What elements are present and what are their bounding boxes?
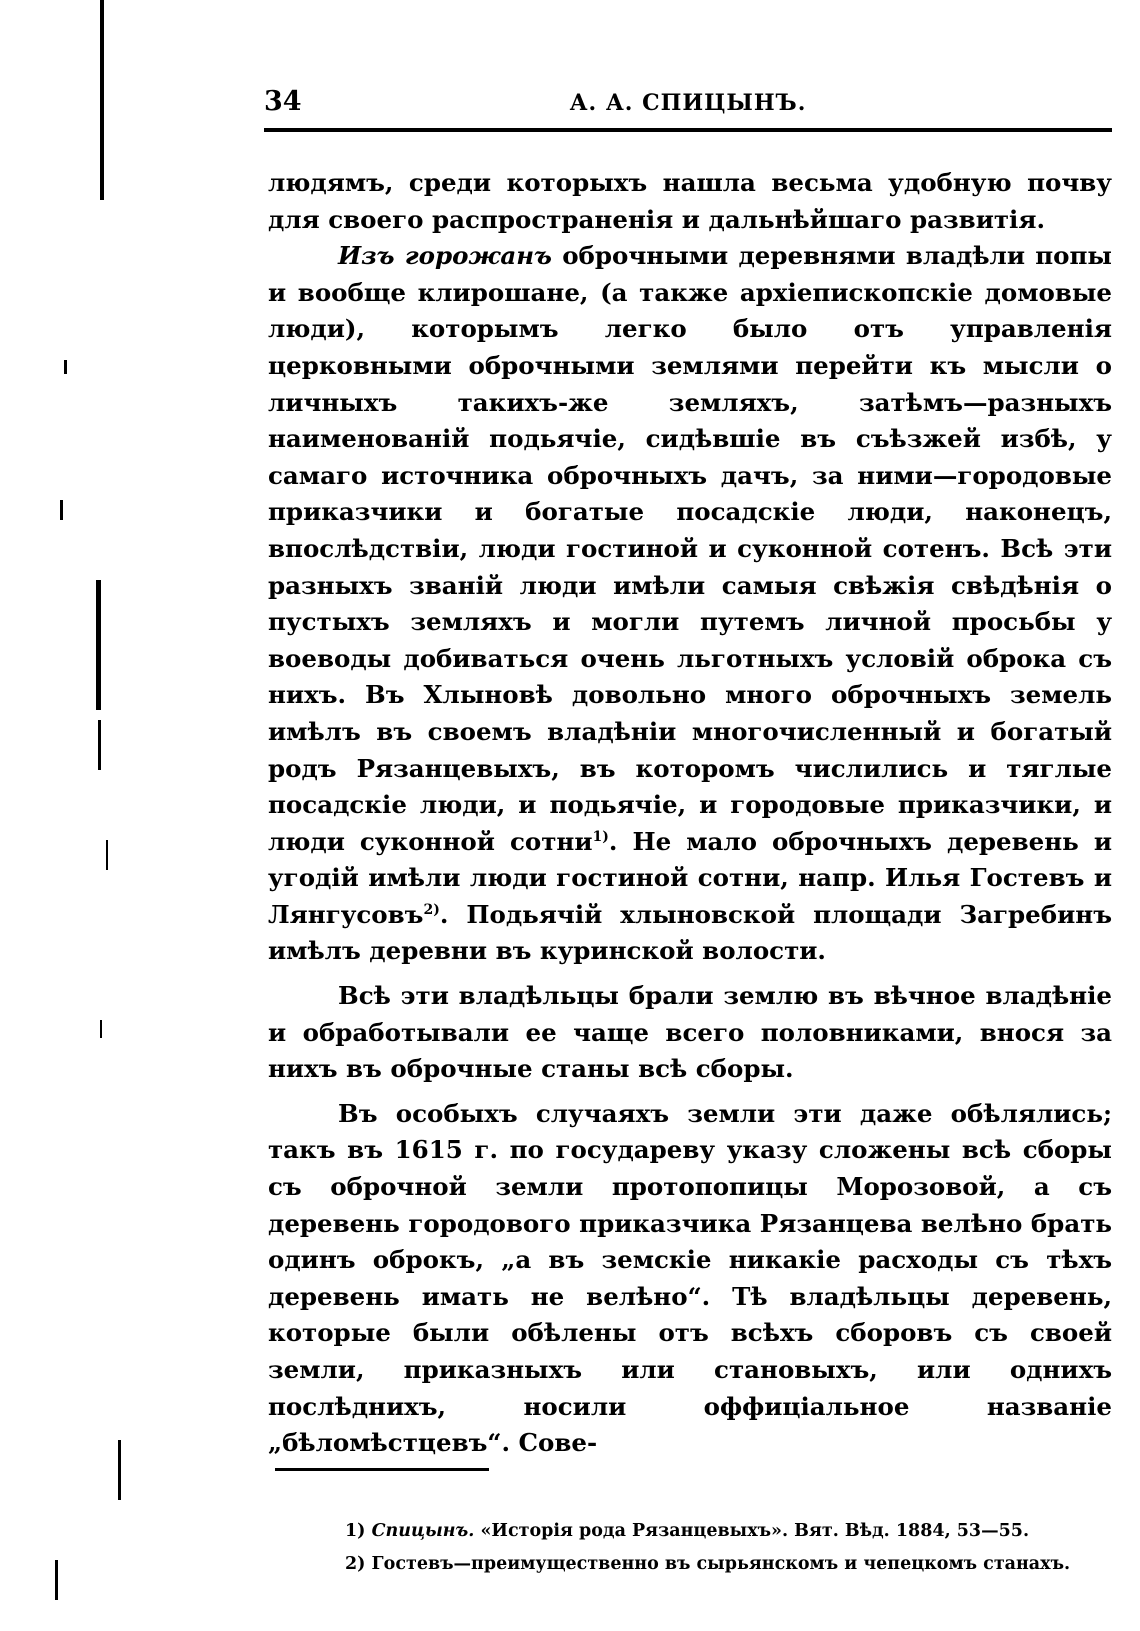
footnote-1-author: Спицынъ. [371, 1521, 475, 1541]
footnote-1 [345, 1515, 1115, 1548]
paragraph-3 [268, 978, 1112, 1088]
page-header [264, 84, 1112, 126]
scan-mark [98, 720, 101, 770]
footnote-2-text: Гостевъ—преимущественно въ сырьянскомъ и чепецкомъ станахъ. [365, 1554, 1071, 1574]
scan-mark [60, 500, 63, 520]
paragraph-2-text: оброчными деревнями владѣли попы и вообще клирошане, (а также архіепископскіе домовые люди), которымъ легко было отъ управленія церковными оброчными землями перейти къ мысли о личныхъ такихъ-же земляхъ, затѣмъ—разныхъ наименованій подьячіе, сидѣвшіе въ съѣзжей избѣ, у самаго источника оброчныхъ дачъ, за ними—городовые приказчики и богатые посадскіе люди, наконецъ, впослѣдствіи, люди гостиной и суконной сотенъ. Всѣ эти разныхъ званій люди имѣли самыя свѣжія свѣдѣнія о пустыхъ земляхъ и могли путемъ личной просьбы у воеводы добиваться очень льготныхъ условій оброка съ нихъ. Въ Хлыновѣ довольно много оброчныхъ земель имѣлъ въ своемъ владѣніи многочисленный и богатый родъ Рязанцевыхъ, въ которомъ числились и тяглые посадскіе люди, и подьячіе, и городовые приказчики, и люди суконной сотни [268, 241, 1112, 856]
paragraph-2-lead: Изъ горожанъ [338, 241, 552, 271]
scan-mark [64, 360, 67, 374]
page-number: 34 [264, 86, 302, 117]
paragraph-1 [268, 165, 1112, 238]
paragraph-1-text: людямъ, среди которыхъ нашла весьма удобную почву для своего распространенія и дальнѣйшаго развитія. [268, 168, 1112, 234]
footnote-2-marker: 2) [345, 1554, 366, 1574]
footnote-1-marker: 1) [345, 1521, 366, 1541]
paragraph-4-text: Въ особыхъ случаяхъ земли эти даже обѣлялись; такъ въ 1615 г. по государеву указу сложены всѣ сборы съ оброчной земли протопопицы Морозовой, а съ деревень городового приказчика Рязанцева велѣно брать одинъ оброкъ, „а въ земскіе никакіе расходы съ тѣхъ деревень имать не велѣно“. Тѣ владѣльцы деревень, которые были обѣлены отъ всѣхъ сборовъ съ своей земли, приказныхъ или становыхъ, или однихъ послѣднихъ, носили оффиціальное названіе „бѣломѣстцевъ“. Сове- [268, 1098, 1112, 1458]
footnote-ref-2: 2) [423, 901, 440, 918]
scan-margin-marks [0, 0, 140, 1631]
footnote-ref-1-number: 1 [592, 828, 603, 845]
footnote-ref-2-number: 2 [423, 901, 434, 918]
footnote-rule [275, 1468, 489, 1471]
running-head: А. А. СПИЦЫНЪ. [569, 90, 807, 116]
paragraph-2-text-mid: . Не мало оброчныхъ деревень и угодій имѣли люди гостиной сотни, напр. Илья Гостевъ и Лянгусовъ [268, 826, 1113, 929]
scan-mark [106, 840, 108, 870]
footnote-1-text: «Исторія рода Рязанцевыхъ». Вят. Вѣд. 1884, 53—55. [474, 1521, 1030, 1541]
paragraph-3-text: Всѣ эти владѣльцы брали землю въ вѣчное владѣніе и обработывали ее чаще всего половниками, внося за нихъ въ оброчные станы всѣ сборы. [268, 981, 1112, 1084]
paragraph-2 [268, 238, 1112, 970]
footnote-2 [345, 1548, 1115, 1581]
scan-mark [96, 580, 101, 710]
header-rule [264, 128, 1112, 132]
scan-mark [118, 1440, 121, 1500]
footnote-ref-1: 1) [592, 828, 609, 845]
scan-mark [100, 0, 104, 200]
body-text [268, 165, 1112, 1462]
paragraph-2-text-end: . Подьячій хлыновской площади Загребинъ имѣлъ деревни въ куринской волости. [268, 899, 1112, 966]
footnotes [345, 1515, 1115, 1581]
paragraph-4 [268, 1096, 1112, 1462]
scan-mark [100, 1020, 102, 1038]
scan-mark [55, 1560, 58, 1600]
